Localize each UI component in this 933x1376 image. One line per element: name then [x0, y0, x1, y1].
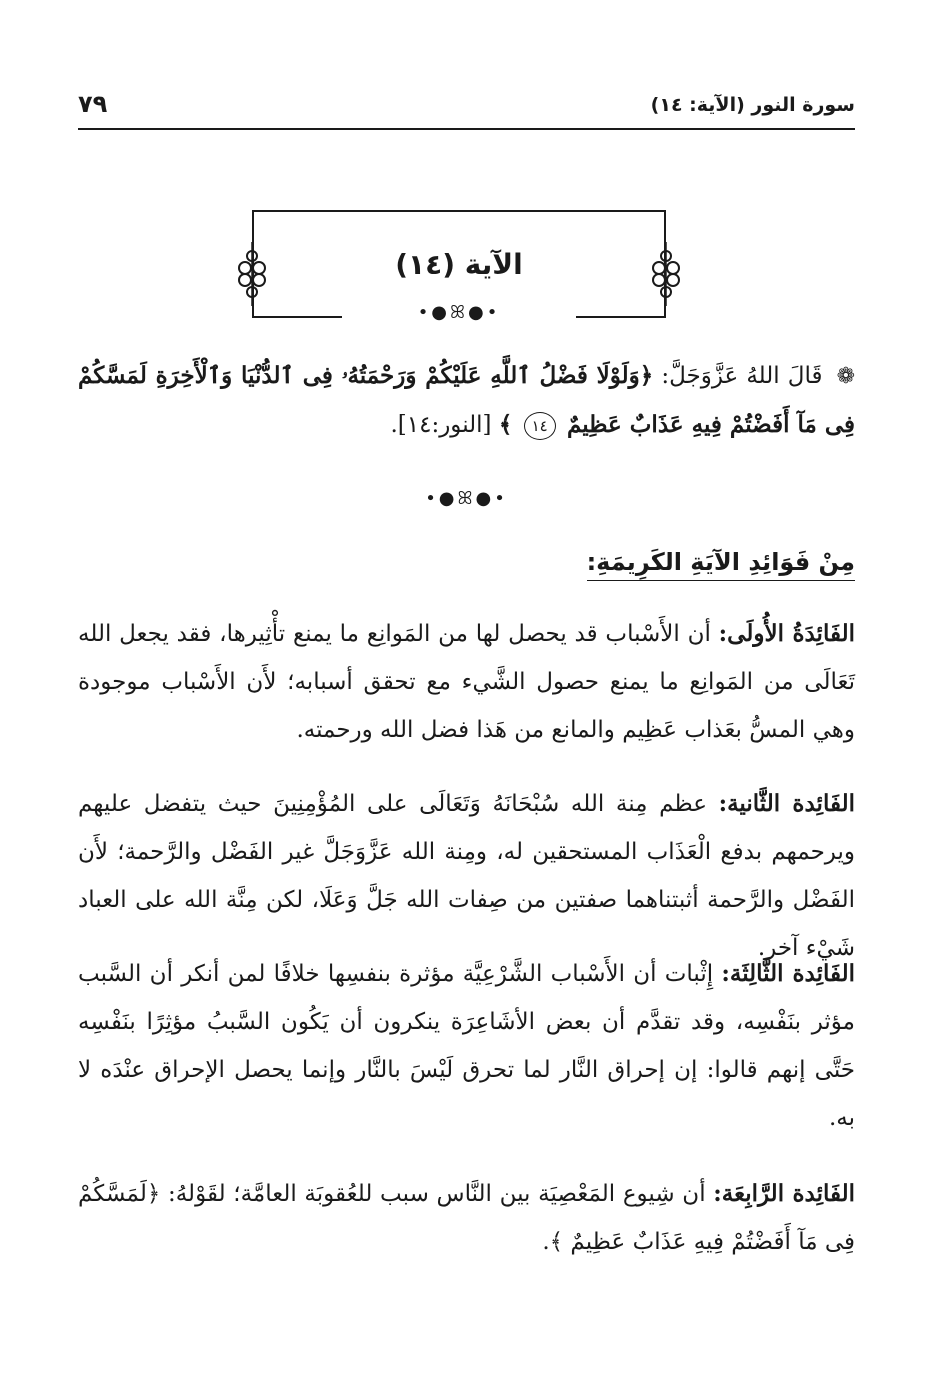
benefit-label: الفَائِدة الرَّابِعَة: — [713, 1180, 856, 1207]
benefit-text: أن الأَسْباب قد يحصل لها من المَوانِع ما يمنع تأْثِيرها، فقد يجعل الله تَعَالَى من المَوانِع ما يمنع حصول الشَّيء مع تحقق أسبابه؛ لأَن الأَسْباب موجودة وهي المسُّ بعَذاب عَظِيم والمانع من هَذا فضل الله ورحمته. — [78, 621, 855, 743]
verse-paragraph — [78, 352, 855, 449]
benefit-label: الفَائِدة الثَّانية: — [718, 790, 855, 817]
quran-bracket-close: ﴾ — [498, 411, 513, 438]
benefit-label: الفَائِدَةُ الأُولَى: — [718, 620, 856, 647]
ayah-number-marker: ١٤ — [524, 412, 556, 440]
verse-intro: قَالَ اللهُ عَزَّوَجَلَّ: — [661, 363, 823, 389]
ornamental-divider: •●ꕤ●• — [417, 302, 501, 323]
quran-verse-text: ﴿وَلَوْلَا فَضْلُ ٱللَّهِ عَلَيْكُمْ وَرَحْمَتُهُۥ فِى ٱلدُّنْيَا وَٱلْأَخِرَةِ لَمَسَّكُمْ فِى مَآ أَفَضْتُمْ فِيهِ عَذَابٌ عَظِيمٌ — [78, 362, 855, 438]
surah-running-title: سورة النور (الآية: ١٤) — [650, 94, 855, 116]
benefit-text: عظم مِنة الله سُبْحَانَهُ وَتَعَالَى على المُؤْمِنِينَ حيث يتفضل عليهم ويرحمهم بدفع الْعَذَاب المستحقين له، ومِنة الله عَزَّوَجَلَّ غير الفَضْل والرَّحمة؛ لأَن الفَضْل والرَّحمة أثبتناهما صفتين من صِفات الله جَلَّ وَعَلَا، لكن مِنَّة الله على العباد شَيْء آخر. — [78, 791, 855, 961]
verse-reference: [النور:١٤]. — [390, 412, 492, 438]
benefit-paragraph — [78, 950, 855, 1142]
page-number: ٧٩ — [78, 90, 108, 118]
ayah-heading-frame — [252, 210, 666, 323]
running-header — [78, 88, 855, 130]
flower-bullet-icon: ❁ — [836, 364, 856, 389]
benefit-label: الفَائِدة الثَّالِثَة: — [721, 960, 856, 987]
benefit-text: أن شِيوع المَعْصِيَة بين النَّاس سبب للعُقوبَة العامَّة؛ لقَوْلهُ: ﴿لَمَسَّكُمْ فِى مَآ أَفَضْتُمْ فِيهِ عَذَابٌ عَظِيمٌ ﴾. — [78, 1181, 855, 1255]
benefit-text: إِثْبات أن الأَسْباب الشَّرْعِيَّة مؤثرة بنفسِها خلافًا لمن أنكر أن السَّبب مؤثر بنَفْسِه، وقد تقدَّم أن بعض الأشَاعِرَة ينكرون أن يَكُون السَّببُ مؤثِرًا بنَفْسِه حَتَّى إنهم قالوا: إن إحراق النَّار لما تحرق لَيْسَ بالنَّار وإنما يحصل الإحراق عنْدَه لا به. — [78, 961, 855, 1131]
benefit-paragraph — [78, 780, 855, 972]
benefit-paragraph — [78, 610, 855, 754]
benefit-paragraph — [78, 1170, 855, 1266]
frame-top-line — [252, 210, 666, 212]
ayah-heading: الآية (١٤) — [395, 248, 523, 281]
benefits-heading: مِنْ فَوَائِدِ الآيَةِ الكَرِيمَةِ: — [587, 548, 855, 581]
section-divider: •●ꕤ●• — [425, 488, 508, 509]
